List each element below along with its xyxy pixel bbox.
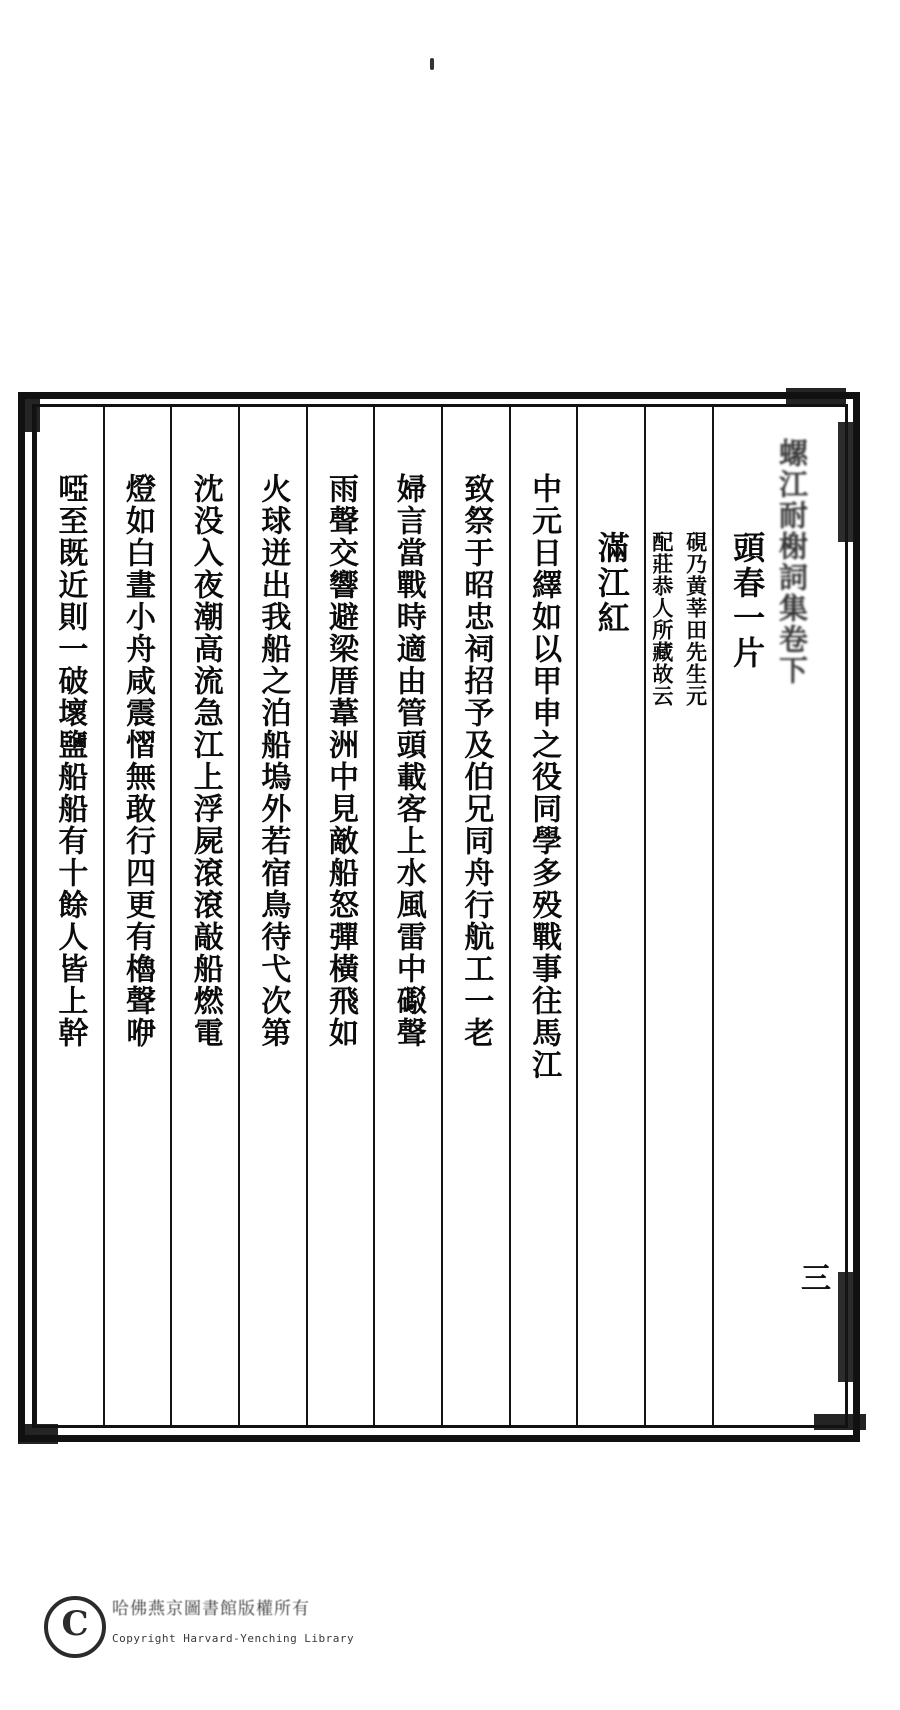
column-5-text: 致祭于昭忠祠招予及伯兄同舟行航工一老	[458, 473, 494, 1049]
column-8	[238, 407, 306, 1425]
column-1-text: 頭春一片	[728, 531, 767, 671]
column-4	[509, 407, 577, 1425]
spine-mark-bottom	[838, 1272, 854, 1382]
note-line-left: 配莊恭人所藏故云	[649, 531, 675, 707]
text-columns	[35, 407, 845, 1425]
column-8-text: 火球迸出我船之泊船塢外若宿鳥待弋次第	[255, 473, 291, 1049]
running-title: 螺江耐榭詞集卷下	[775, 438, 809, 686]
column-10-text: 燈如白晝小舟咸震慴無敢行四更有櫓聲咿	[120, 473, 156, 1049]
copyright-icon: C	[44, 1596, 106, 1658]
column-9-text: 沈没入夜潮高流急江上浮屍滾滾敲船燃電	[187, 473, 223, 1049]
page-leaf	[18, 392, 860, 1442]
column-2-interlinear-note	[644, 407, 712, 1425]
ink-speck	[430, 58, 434, 70]
stamp-english-text: Copyright Harvard-Yenching Library	[112, 1632, 355, 1645]
library-copyright-stamp	[44, 1588, 355, 1664]
note-line-right: 硯乃黄莘田先生元	[683, 531, 709, 707]
column-11-text: 啞至既近則一破壞鹽船船有十餘人皆上幹	[52, 473, 88, 1049]
column-11	[35, 407, 103, 1425]
stamp-chinese-text: 哈佛燕京圖書館版權所有	[112, 1599, 310, 1619]
column-4-text: 中元日繹如以甲申之役同學多殁戰事往馬江	[526, 473, 562, 1081]
ink-blot-top-right	[786, 388, 846, 406]
spine-mark-top	[838, 422, 854, 542]
column-5	[441, 407, 509, 1425]
column-7-text: 雨聲交響避梁厝葦洲中見敵船怒彈橫飛如	[323, 473, 359, 1049]
column-6-text: 婦言當戰時適由管頭載客上水風雷中礟聲	[390, 473, 426, 1049]
column-9	[170, 407, 238, 1425]
column-3-text: 滿江紅	[592, 531, 631, 636]
column-3-tune-title	[576, 407, 644, 1425]
column-7	[306, 407, 374, 1425]
column-6	[373, 407, 441, 1425]
column-10	[103, 407, 171, 1425]
folio-number: 三	[795, 1262, 830, 1292]
